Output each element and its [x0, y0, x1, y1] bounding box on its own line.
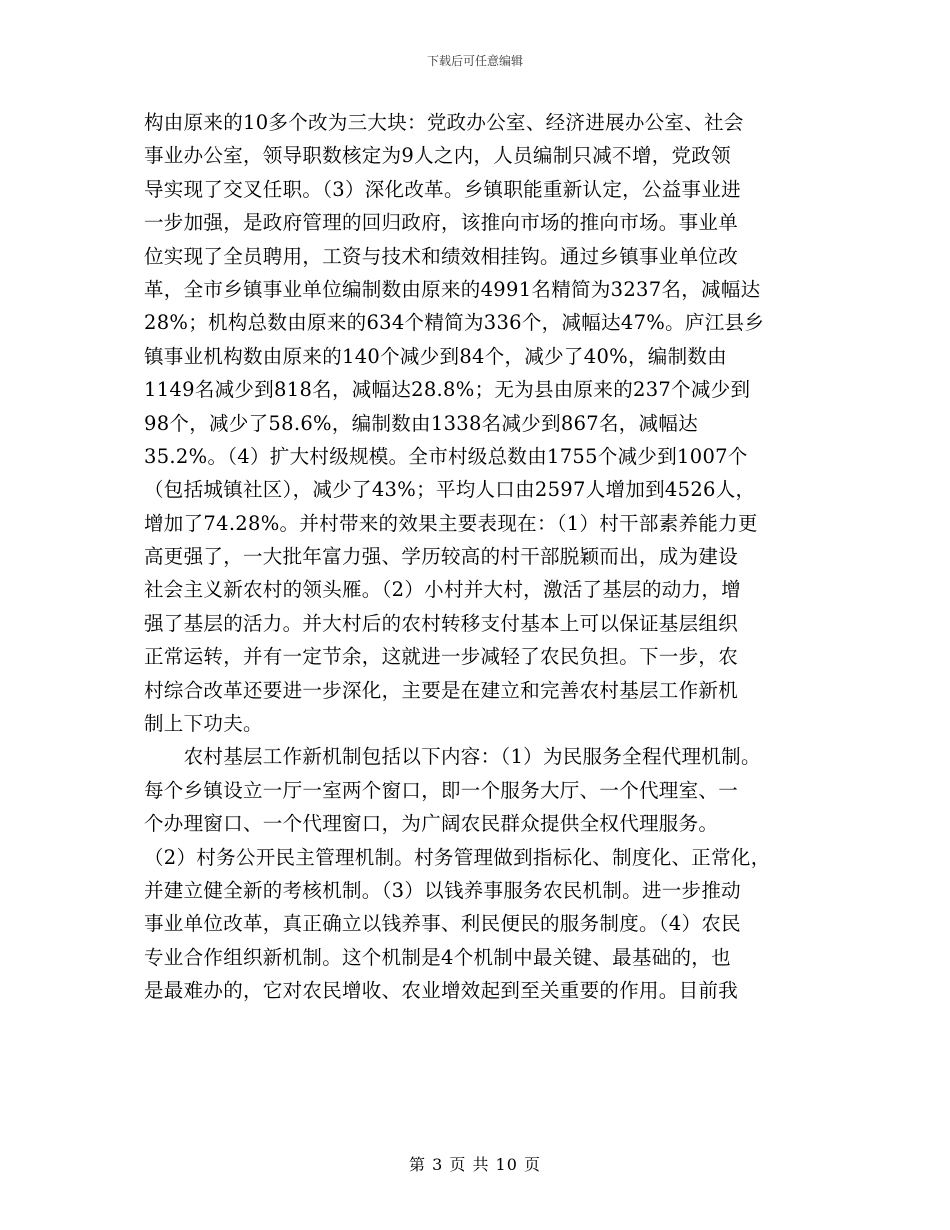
text-line: 事业单位改革，真正确立以钱养事、利民便民的服务制度。（4）农民	[144, 912, 741, 936]
text-line: 制上下功夫。	[144, 712, 263, 736]
text-line: 一步加强，是政府管理的回归政府，该推向市场的推向市场。事业单	[144, 211, 739, 235]
text-line: 革，全市乡镇事业单位编制数由原来的4991名精简为3237名，减幅达	[144, 277, 761, 301]
text-line: 导实现了交叉任职。（3）深化改革。乡镇职能重新认定，公益事业进	[144, 177, 741, 201]
page-header: 下载后可任意编辑	[426, 54, 523, 68]
text-line: 并建立健全新的考核机制。（3）以钱养事服务农民机制。进一步推动	[144, 878, 741, 902]
page-number-footer: 第 3 页 共 10 页	[409, 1155, 541, 1174]
text-line: 镇事业机构数由原来的140个减少到84个，减少了40%，编制数由	[144, 344, 727, 368]
text-line: 社会主义新农村的领头雁。（2）小村并大村，激活了基层的动力，增	[144, 578, 741, 602]
text-line: 正常运转，并有一定节余，这就进一步减轻了农民负担。下一步，农	[144, 645, 739, 669]
text-line: 事业办公室，领导职数核定为9人之内，人员编制只减不增，党政领	[144, 144, 731, 168]
text-line: 构由原来的10多个改为三大块：党政办公室、经济进展办公室、社会	[144, 111, 744, 134]
text-line: 是最难办的，它对农民增收、农业增效起到至关重要的作用。目前我	[144, 979, 739, 1003]
text-line: 98个，减少了58.6%，编制数由1338名减少到867名，减幅达	[144, 411, 699, 435]
text-line: 1149名减少到818名，减幅达28.8%；无为县由原来的237个减少到	[144, 378, 751, 402]
text-line: 村综合改革还要进一步深化，主要是在建立和完善农村基层工作新机	[144, 678, 739, 702]
text-line: 专业合作组织新机制。这个机制是4个机制中最关键、最基础的，也	[144, 945, 731, 969]
text-line: 28%；机构总数由原来的634个精简为336个，减幅达47%。庐江县乡	[144, 311, 765, 335]
text-line: 强了基层的活力。并大村后的农村转移支付基本上可以保证基层组织	[144, 611, 739, 635]
text-line: （包括城镇社区），减少了43%；平均人口由2597人增加到4526人，	[144, 478, 756, 502]
text-line: 高更强了，一大批年富力强、学历较高的村干部脱颖而出，成为建设	[144, 545, 739, 569]
text-line: 增加了74.28%。并村带来的效果主要表现在：（1）村干部素养能力更	[144, 511, 758, 535]
text-line: （2）村务公开民主管理机制。村务管理做到指标化、制度化、正常化，	[144, 845, 771, 869]
text-line: 35.2%。（4）扩大村级规模。全市村级总数由1755个减少到1007个	[144, 444, 748, 468]
text-line: 位实现了全员聘用，工资与技术和绩效相挂钩。通过乡镇事业单位改	[144, 244, 739, 268]
text-line: 每个乡镇设立一厅一室两个窗口，即一个服务大厅、一个代理室、一	[144, 778, 739, 802]
document-body	[144, 106, 844, 1008]
paragraph-start-line: 农村基层工作新机制包括以下内容：（1）为民服务全程代理机制。	[144, 745, 761, 769]
text-line: 个办理窗口、一个代理窗口，为广阔农民群众提供全权代理服务。	[144, 812, 719, 836]
